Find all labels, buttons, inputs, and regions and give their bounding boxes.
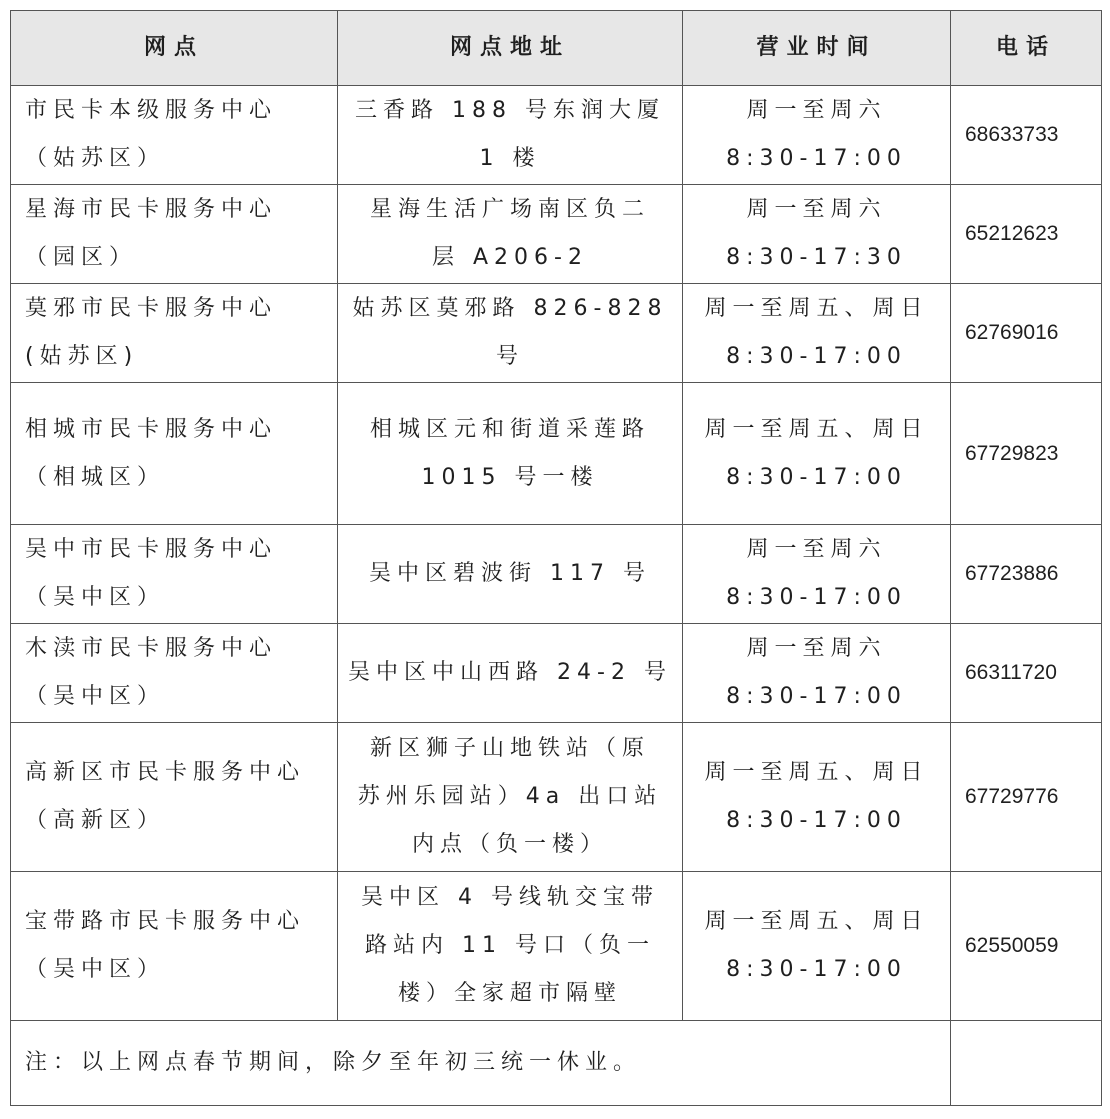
hours-cell-line: 周一至周六 [746, 636, 887, 661]
service-center-table [10, 10, 1102, 1106]
address-cell-line: 新区狮子山地铁站（原 [369, 736, 650, 761]
hours-cell [683, 383, 951, 525]
branch-name-cell-line: （吴中区） [25, 957, 166, 982]
hours-cell-line: 8:30-17:00 [726, 585, 907, 610]
hours-cell-line: 周一至周五、周日 [704, 416, 929, 442]
hours-cell [683, 86, 951, 185]
address-cell-line: 相城区元和街道采莲路 [369, 416, 650, 442]
phone-cell: 65212623 [951, 185, 1102, 284]
hours-cell-line: 8:30-17:00 [726, 344, 907, 369]
note-empty-cell [951, 1021, 1102, 1106]
phone-cell: 62550059 [951, 872, 1102, 1021]
hours-cell [683, 872, 951, 1021]
hours-cell-line: 周一至周五、周日 [704, 296, 929, 321]
branch-name-cell-line: 相城市民卡服务中心 [25, 416, 278, 442]
header-hours: 营业时间 [683, 11, 951, 86]
table-row [11, 383, 1102, 525]
phone-cell: 62769016 [951, 284, 1102, 383]
address-cell-line: 吴中区中山西路 24-2 号 [348, 660, 672, 685]
address-cell-line: 1015 号一楼 [421, 464, 599, 490]
branch-name-cell-line: (姑苏区) [25, 344, 139, 369]
branch-name-cell-line: 吴中市民卡服务中心 [25, 537, 278, 562]
branch-name-cell-line: 星海市民卡服务中心 [25, 197, 278, 222]
address-cell [338, 525, 683, 624]
hours-cell-line: 周一至周六 [746, 98, 887, 123]
branch-name-cell [11, 872, 338, 1021]
address-cell [338, 284, 683, 383]
hours-cell-line: 8:30-17:00 [726, 464, 907, 490]
branch-name-cell [11, 525, 338, 624]
phone-cell: 67729776 [951, 723, 1102, 872]
table-row [11, 723, 1102, 872]
hours-cell-line: 8:30-17:00 [726, 808, 907, 833]
address-cell [338, 185, 683, 284]
address-cell-line: 号 [495, 344, 524, 369]
phone-cell: 68633733 [951, 86, 1102, 185]
address-cell-line: 1 楼 [479, 146, 541, 171]
table-body [11, 86, 1102, 1021]
hours-cell-line: 8:30-17:00 [726, 684, 907, 709]
address-cell-line: 楼）全家超市隔壁 [397, 981, 622, 1006]
table-header-row [11, 11, 1102, 86]
phone-cell: 67723886 [951, 525, 1102, 624]
branch-name-cell-line: （吴中区） [25, 684, 166, 709]
hours-cell-line: 周一至周六 [746, 197, 887, 222]
address-cell [338, 86, 683, 185]
hours-cell-line: 8:30-17:30 [726, 245, 907, 270]
hours-cell-line: 8:30-17:00 [726, 957, 907, 982]
branch-name-cell-line: 宝带路市民卡服务中心 [25, 909, 306, 934]
header-address: 网点地址 [338, 11, 683, 86]
branch-name-cell-line: （高新区） [25, 808, 166, 833]
hours-cell-line: 周一至周六 [746, 537, 887, 562]
branch-name-cell [11, 383, 338, 525]
hours-cell [683, 185, 951, 284]
address-cell [338, 624, 683, 723]
header-branch: 网点 [11, 11, 338, 86]
branch-name-cell [11, 185, 338, 284]
hours-cell-line: 周一至周五、周日 [704, 909, 929, 934]
branch-name-cell-line: 市民卡本级服务中心 [25, 98, 278, 123]
address-cell-line: 吴中区 4 号线轨交宝带 [361, 885, 659, 910]
branch-name-cell-line: 莫邪市民卡服务中心 [25, 296, 278, 321]
branch-name-cell-line: 高新区市民卡服务中心 [25, 760, 306, 785]
hours-cell [683, 284, 951, 383]
branch-name-cell [11, 723, 338, 872]
address-cell-line: 吴中区碧波街 117 号 [369, 561, 651, 586]
address-cell-line: 路站内 11 号口（负一 [365, 933, 655, 958]
hours-cell-line: 8:30-17:00 [726, 146, 907, 171]
hours-cell [683, 525, 951, 624]
address-cell-line: 层 A206-2 [432, 245, 588, 270]
branch-name-cell-line: 木渎市民卡服务中心 [25, 636, 278, 661]
address-cell [338, 383, 683, 525]
branch-name-cell-line: （吴中区） [25, 585, 166, 610]
hours-cell-line: 周一至周五、周日 [704, 760, 929, 785]
phone-cell: 66311720 [951, 624, 1102, 723]
address-cell [338, 723, 683, 872]
hours-cell [683, 723, 951, 872]
branch-name-cell-line: （相城区） [25, 464, 166, 490]
header-phone: 电话 [951, 11, 1102, 86]
note-text: 注：以上网点春节期间，除夕至年初三统一休业。 [11, 1021, 951, 1106]
table-row [11, 185, 1102, 284]
address-cell-line: 星海生活广场南区负二 [369, 197, 650, 222]
table-row [11, 525, 1102, 624]
phone-cell: 67729823 [951, 383, 1102, 525]
address-cell-line: 内点（负一楼） [411, 832, 608, 857]
branch-name-cell-line: （园区） [25, 245, 138, 270]
hours-cell [683, 624, 951, 723]
address-cell-line: 三香路 188 号东润大厦 [355, 98, 665, 123]
branch-name-cell-line: （姑苏区） [25, 146, 166, 171]
table-row [11, 624, 1102, 723]
table-row [11, 284, 1102, 383]
branch-name-cell [11, 624, 338, 723]
table-row [11, 872, 1102, 1021]
address-cell [338, 872, 683, 1021]
address-cell-line: 苏州乐园站）4a 出口站 [357, 784, 663, 809]
branch-name-cell [11, 86, 338, 185]
note-row [11, 1021, 1102, 1106]
address-cell-line: 姑苏区莫邪路 826-828 [352, 296, 668, 321]
table-row [11, 86, 1102, 185]
branch-name-cell [11, 284, 338, 383]
